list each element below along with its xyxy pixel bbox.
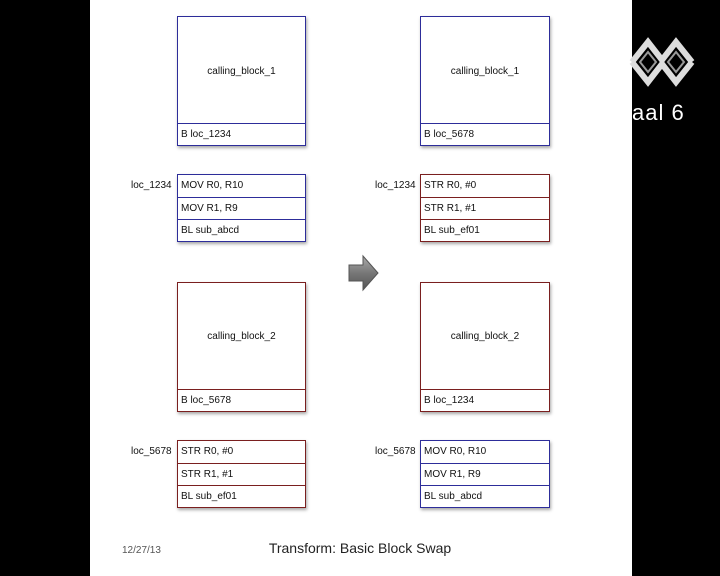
left-loc-label-2: loc_5678 [131, 446, 172, 457]
instruction-row: STR R1, #1 [421, 197, 549, 219]
branch-instruction: B loc_5678 [421, 123, 549, 145]
instruction-row: BL sub_abcd [421, 485, 549, 507]
instruction-row: STR R1, #1 [178, 463, 305, 485]
block-name: calling_block_1 [207, 66, 276, 77]
logo-text: aal 6 [632, 100, 685, 125]
right-calling-block-2 [420, 282, 550, 412]
instruction-row: MOV R1, R9 [421, 463, 549, 485]
left-sub-block-2 [177, 440, 306, 508]
instruction-row: MOV R0, R10 [181, 180, 244, 191]
right-sub-block-1 [420, 174, 550, 242]
branch-instruction: B loc_1234 [421, 389, 549, 411]
conference-logo-icon [628, 28, 696, 92]
right-calling-block-1 [420, 16, 550, 146]
instruction-row: MOV R0, R10 [424, 446, 487, 457]
instruction-row: BL sub_ef01 [178, 485, 305, 507]
transform-arrow-icon [348, 254, 380, 292]
left-sub-block-1 [177, 174, 306, 242]
right-loc-label-1: loc_1234 [375, 180, 416, 191]
instruction-row: BL sub_ef01 [421, 219, 549, 241]
instruction-row: BL sub_abcd [178, 219, 305, 241]
right-sub-block-2 [420, 440, 550, 508]
left-calling-block-2 [177, 282, 306, 412]
instruction-row: STR R0, #0 [424, 180, 477, 191]
block-name: calling_block_1 [450, 66, 520, 77]
block-name: calling_block_2 [450, 331, 520, 342]
branch-instruction: B loc_1234 [178, 123, 305, 145]
instruction-row: MOV R1, R9 [178, 197, 305, 219]
slide-title: Transform: Basic Block Swap [268, 540, 452, 556]
left-calling-block-1 [177, 16, 306, 146]
left-loc-label-1: loc_1234 [131, 180, 172, 191]
branch-instruction: B loc_5678 [178, 389, 305, 411]
slide-date: 12/27/13 [122, 545, 161, 556]
instruction-row: STR R0, #0 [181, 446, 234, 457]
right-loc-label-2: loc_5678 [375, 446, 416, 457]
block-name: calling_block_2 [207, 331, 276, 342]
